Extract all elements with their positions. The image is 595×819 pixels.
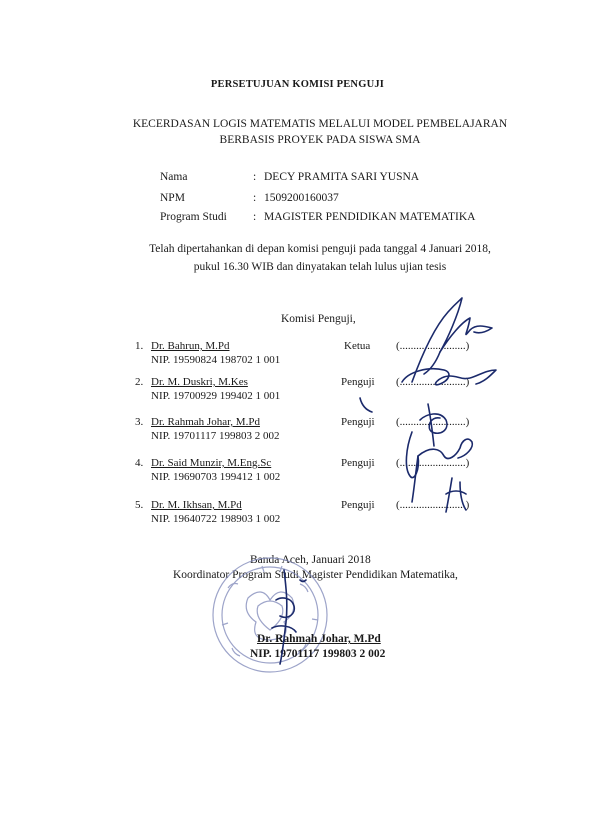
member-name: Dr. M. Duskri, M.Kes xyxy=(151,376,248,388)
place-date: Banda Aceh, Januari 2018 xyxy=(250,554,371,566)
thesis-title-line-1: KECERDASAN LOGIS MATEMATIS MELALUI MODEL PEMBELAJARAN xyxy=(132,118,508,130)
member-name: Dr. Said Munzir, M.Eng.Sc xyxy=(151,457,272,469)
npm-colon: : xyxy=(253,192,257,204)
member-nip: NIP. 19640722 198903 1 002 xyxy=(151,513,281,525)
signature-line: (........................) xyxy=(396,416,470,428)
member-name: Dr. M. Ikhsan, M.Pd xyxy=(151,499,242,511)
npm-label: NPM xyxy=(160,192,185,204)
member-role: Ketua xyxy=(344,340,371,352)
page-title: PERSETUJUAN KOMISI PENGUJI xyxy=(210,79,385,90)
signature-line: (........................) xyxy=(396,376,470,388)
statement-line-1: Telah dipertahankan di depan komisi penguji pada tanggal 4 Januari 2018, xyxy=(149,243,491,255)
member-nip: NIP. 19701117 199803 2 002 xyxy=(151,430,280,442)
member-number: 5. xyxy=(135,499,144,511)
member-number: 3. xyxy=(135,416,144,428)
member-number: 2. xyxy=(135,376,144,388)
signature-line: (........................) xyxy=(396,457,470,469)
name-label: Nama xyxy=(160,171,188,183)
member-name: Dr. Bahrun, M.Pd xyxy=(151,340,230,352)
thesis-title-line-2: BERBASIS PROYEK PADA SISWA SMA xyxy=(219,134,421,146)
member-nip: NIP. 19700929 199402 1 001 xyxy=(151,390,281,402)
committee-heading: Komisi Penguji, xyxy=(281,313,356,325)
member-nip: NIP. 19590824 198702 1 001 xyxy=(151,354,281,366)
signature-line: (........................) xyxy=(396,340,470,352)
coordinator-nip: NIP. 19701117 199803 2 002 xyxy=(250,648,386,660)
program-label: Program Studi xyxy=(160,211,227,223)
member-role: Penguji xyxy=(341,499,375,511)
npm-value: 1509200160037 xyxy=(264,192,339,204)
coordinator-title: Koordinator Program Studi Magister Pendidikan Matematika, xyxy=(173,569,458,581)
name-value: DECY PRAMITA SARI YUSNA xyxy=(264,171,420,183)
program-value: MAGISTER PENDIDIKAN MATEMATIKA xyxy=(264,211,476,223)
name-colon: : xyxy=(253,171,257,183)
program-colon: : xyxy=(253,211,257,223)
statement-line-2: pukul 16.30 WIB dan dinyatakan telah lulus ujian tesis xyxy=(193,261,447,273)
member-number: 1. xyxy=(135,340,144,352)
member-role: Penguji xyxy=(341,457,375,469)
member-number: 4. xyxy=(135,457,144,469)
signature-line: (........................) xyxy=(396,499,470,511)
member-role: Penguji xyxy=(341,376,375,388)
coordinator-name: Dr. Rahmah Johar, M.Pd xyxy=(257,633,381,645)
member-name: Dr. Rahmah Johar, M.Pd xyxy=(151,416,260,428)
member-nip: NIP. 19690703 199412 1 002 xyxy=(151,471,281,483)
member-role: Penguji xyxy=(341,416,375,428)
